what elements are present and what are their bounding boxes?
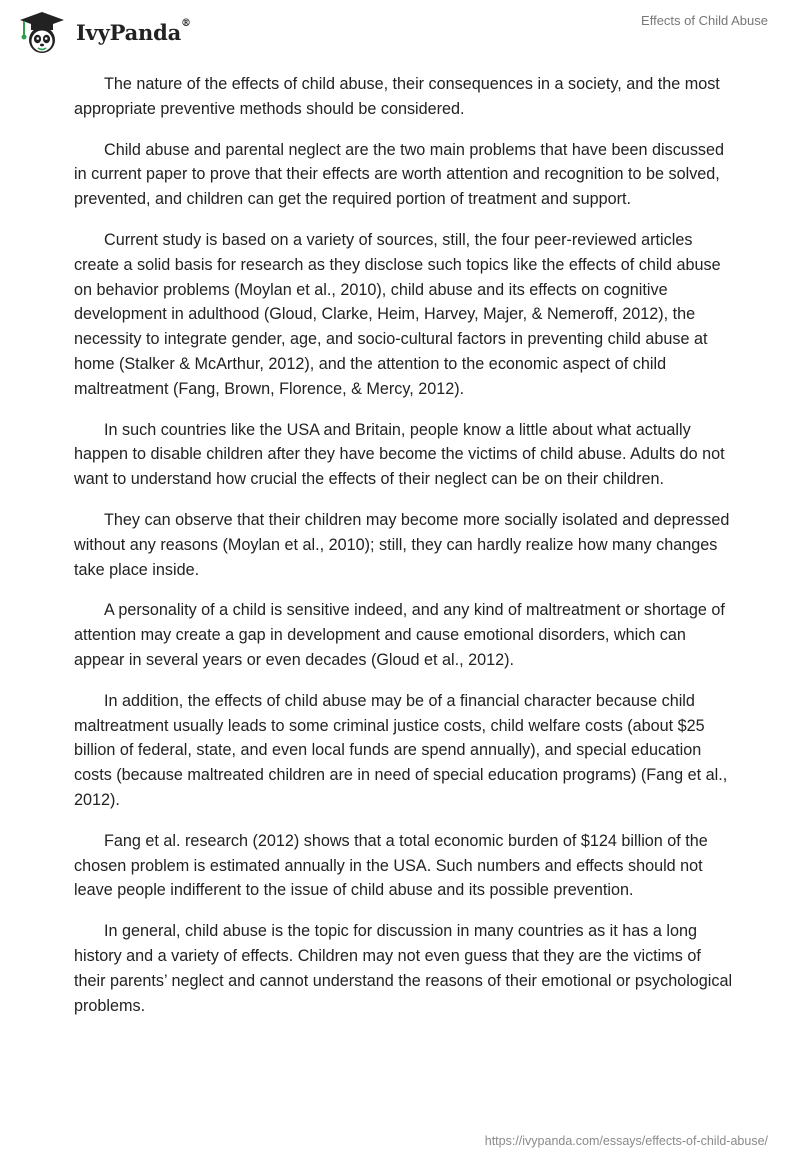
essay-body bbox=[74, 72, 734, 1034]
paragraph: A personality of a child is sensitive indeed, and any kind of maltreatment or shortage of attention may create a gap in development and cause emotional disorders, which can appear in several years or even decades (Gloud et al., 2012). bbox=[74, 601, 725, 669]
paragraph: They can observe that their children may become more socially isolated and depressed without any reasons (Moylan et al., 2010); still, they can hardly realize how many changes take place inside. bbox=[74, 510, 730, 579]
registered-mark: ® bbox=[181, 17, 191, 29]
ivypanda-logo[interactable] bbox=[14, 10, 191, 54]
source-url-link[interactable]: https://ivypanda.com/essays/effects-of-child-abuse/ bbox=[484, 1134, 768, 1148]
page-header bbox=[0, 0, 800, 62]
paragraph: In such countries like the USA and Britain, people know a little about what actually happen to disable children after they have become the victims of child abuse. Adults do not want to understand how crucial the effects of their neglect can be on their children. bbox=[74, 420, 725, 489]
paragraph: Child abuse and parental neglect are the two main problems that have been discussed in current paper to prove that their effects are worth attention and recognition to be solved, prevented, and children can get the required portion of treatment and support. bbox=[74, 140, 725, 209]
brand-name: IvyPanda® bbox=[76, 17, 191, 45]
paragraph: The nature of the effects of child abuse, their consequences in a society, and the most appropriate preventive methods should be considered. bbox=[74, 75, 720, 118]
panda-graduate-icon bbox=[14, 10, 70, 54]
paragraph: Current study is based on a variety of sources, still, the four peer-reviewed articles create a solid basis for research as they disclose such topics like the effects of child abuse on behavior problems (Moylan et al., 2010), child abuse and its effects on cognitive development in adulthood (Gloud, Clarke, Heim, Harvey, Majer, & Nemeroff, 2012), the necessity to integrate gender, age, and socio-cultural factors in preventing child abuse at home (Stalker & McArthur, 2012), and the attention to the economic aspect of child maltreatment (Fang, Brown, Florence, & Mercy, 2012). bbox=[74, 230, 721, 398]
paragraph: Fang et al. research (2012) shows that a total economic burden of $124 billion of the chosen problem is estimated annually in the USA. Such numbers and effects should not leave people indifferent to the issue of child abuse and its possible prevention. bbox=[74, 831, 708, 900]
paragraph: In addition, the effects of child abuse may be of a financial character because child maltreatment usually leads to some criminal justice costs, child welfare costs (about $25 billion of federal, state, and even local funds are spend annually), and special education costs (because maltreated children are in need of special education programs) (Fang et al., 2012). bbox=[74, 691, 728, 809]
running-title: Effects of Child Abuse bbox=[641, 13, 768, 28]
paragraph: In general, child abuse is the topic for discussion in many countries as it has a long history and a variety of effects. Children may not even guess that they are the victims of their parents’ neglect and cannot understand the reasons of their emotional or psychological problems. bbox=[74, 922, 733, 1015]
